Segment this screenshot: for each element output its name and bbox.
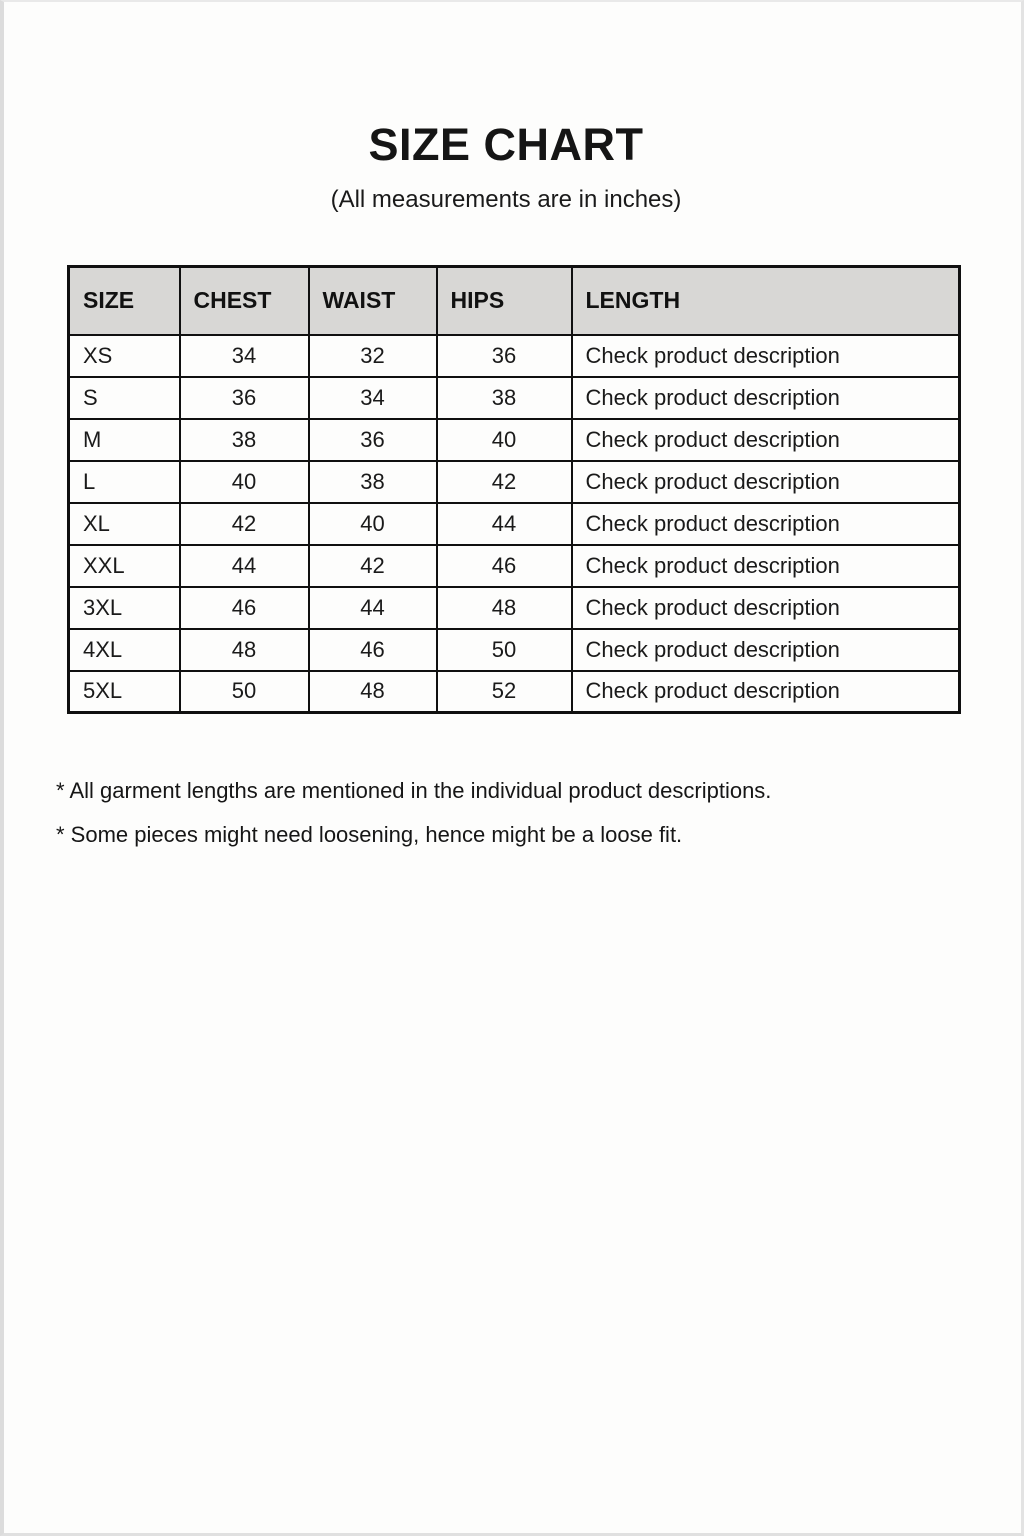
hips-cell: 38	[437, 377, 572, 419]
chest-cell: 44	[180, 545, 309, 587]
length-cell: Check product description	[572, 419, 960, 461]
length-cell: Check product description	[572, 503, 960, 545]
waist-cell: 38	[309, 461, 437, 503]
table-row	[69, 419, 960, 461]
table-row	[69, 335, 960, 377]
hips-cell: 42	[437, 461, 572, 503]
table-row	[69, 503, 960, 545]
table-row	[69, 545, 960, 587]
size-cell: XXL	[69, 545, 180, 587]
waist-cell: 34	[309, 377, 437, 419]
size-cell: XS	[69, 335, 180, 377]
chest-cell: 48	[180, 629, 309, 671]
waist-cell: 46	[309, 629, 437, 671]
hips-cell: 52	[437, 671, 572, 713]
page-title: SIZE CHART	[368, 119, 644, 170]
chest-cell: 40	[180, 461, 309, 503]
waist-cell: 44	[309, 587, 437, 629]
chest-cell: 34	[180, 335, 309, 377]
hips-cell: 46	[437, 545, 572, 587]
size-cell: L	[69, 461, 180, 503]
chest-cell: 38	[180, 419, 309, 461]
length-cell: Check product description	[572, 377, 960, 419]
size-cell: S	[69, 377, 180, 419]
waist-cell: 32	[309, 335, 437, 377]
header-hips: HIPS	[437, 267, 572, 335]
chest-cell: 46	[180, 587, 309, 629]
table-row	[69, 671, 960, 713]
table-row	[69, 587, 960, 629]
header-chest: CHEST	[180, 267, 309, 335]
header-length: LENGTH	[572, 267, 960, 335]
page-subtitle: (All measurements are in inches)	[330, 186, 682, 213]
table-row	[69, 461, 960, 503]
size-cell: 3XL	[69, 587, 180, 629]
table-row	[69, 629, 960, 671]
size-cell: 4XL	[69, 629, 180, 671]
length-cell: Check product description	[572, 545, 960, 587]
footnotes	[56, 778, 976, 849]
length-cell: Check product description	[572, 629, 960, 671]
size-cell: 5XL	[69, 671, 180, 713]
waist-cell: 42	[309, 545, 437, 587]
hips-cell: 50	[437, 629, 572, 671]
table-row	[69, 377, 960, 419]
header-size: SIZE	[69, 267, 180, 335]
footnote-loose-fit: * Some pieces might need loosening, hence might be a loose fit.	[56, 822, 683, 848]
waist-cell: 48	[309, 671, 437, 713]
chest-cell: 36	[180, 377, 309, 419]
size-cell: XL	[69, 503, 180, 545]
table-header-row	[69, 267, 960, 335]
hips-cell: 48	[437, 587, 572, 629]
length-cell: Check product description	[572, 335, 960, 377]
length-cell: Check product description	[572, 587, 960, 629]
length-cell: Check product description	[572, 671, 960, 713]
footnote-garment-lengths: * All garment lengths are mentioned in the individual product descriptions.	[56, 778, 772, 803]
hips-cell: 40	[437, 419, 572, 461]
waist-cell: 40	[309, 503, 437, 545]
waist-cell: 36	[309, 419, 437, 461]
hips-cell: 44	[437, 503, 572, 545]
length-cell: Check product description	[572, 461, 960, 503]
size-cell: M	[69, 419, 180, 461]
header-waist: WAIST	[309, 267, 437, 335]
hips-cell: 36	[437, 335, 572, 377]
chest-cell: 50	[180, 671, 309, 713]
chest-cell: 42	[180, 503, 309, 545]
size-chart-table	[67, 265, 961, 714]
